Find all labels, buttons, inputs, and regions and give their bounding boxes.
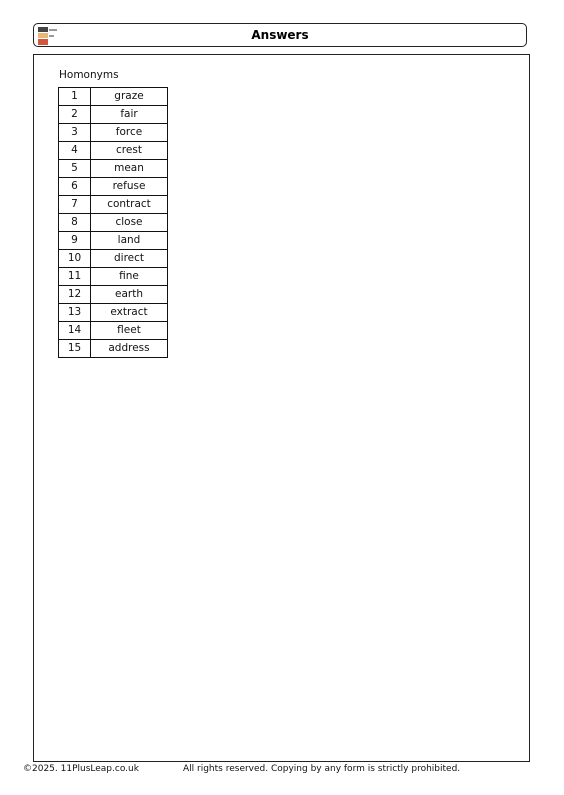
answer-word: fleet	[91, 322, 168, 340]
answer-word: close	[91, 214, 168, 232]
table-row	[59, 250, 168, 268]
answer-number: 8	[59, 214, 91, 232]
answer-word: fair	[91, 106, 168, 124]
header-bar	[33, 23, 527, 47]
answer-word: land	[91, 232, 168, 250]
answer-number: 1	[59, 88, 91, 106]
answer-number: 15	[59, 340, 91, 358]
answer-number: 14	[59, 322, 91, 340]
footer-copyright: ©2025. 11PlusLeap.co.uk	[23, 764, 139, 774]
table-row	[59, 232, 168, 250]
answer-number: 13	[59, 304, 91, 322]
answer-number: 9	[59, 232, 91, 250]
answer-word: earth	[91, 286, 168, 304]
answer-word: refuse	[91, 178, 168, 196]
answer-word: graze	[91, 88, 168, 106]
table-row	[59, 322, 168, 340]
table-row	[59, 268, 168, 286]
answer-number: 2	[59, 106, 91, 124]
answer-number: 6	[59, 178, 91, 196]
answer-word: fine	[91, 268, 168, 286]
table-row	[59, 286, 168, 304]
answer-number: 5	[59, 160, 91, 178]
answer-word: contract	[91, 196, 168, 214]
answer-word: address	[91, 340, 168, 358]
table-row	[59, 106, 168, 124]
table-row	[59, 214, 168, 232]
answer-word: direct	[91, 250, 168, 268]
table-row	[59, 304, 168, 322]
footer-rights: All rights reserved. Copying by any form is strictly prohibited.	[183, 764, 461, 774]
table-row	[59, 196, 168, 214]
answer-word: mean	[91, 160, 168, 178]
answers-table	[58, 87, 168, 358]
answer-number: 7	[59, 196, 91, 214]
table-row	[59, 124, 168, 142]
answer-word: force	[91, 124, 168, 142]
content-frame	[33, 54, 530, 762]
table-row	[59, 160, 168, 178]
answer-number: 10	[59, 250, 91, 268]
answer-word: crest	[91, 142, 168, 160]
answers-table-body	[59, 88, 168, 358]
page-title: Answers	[251, 28, 309, 42]
answer-number: 12	[59, 286, 91, 304]
table-row	[59, 142, 168, 160]
section-title: Homonyms	[59, 69, 119, 81]
answer-number: 11	[59, 268, 91, 286]
answer-word: extract	[91, 304, 168, 322]
table-row	[59, 340, 168, 358]
answer-number: 3	[59, 124, 91, 142]
table-row	[59, 88, 168, 106]
table-row	[59, 178, 168, 196]
answer-number: 4	[59, 142, 91, 160]
